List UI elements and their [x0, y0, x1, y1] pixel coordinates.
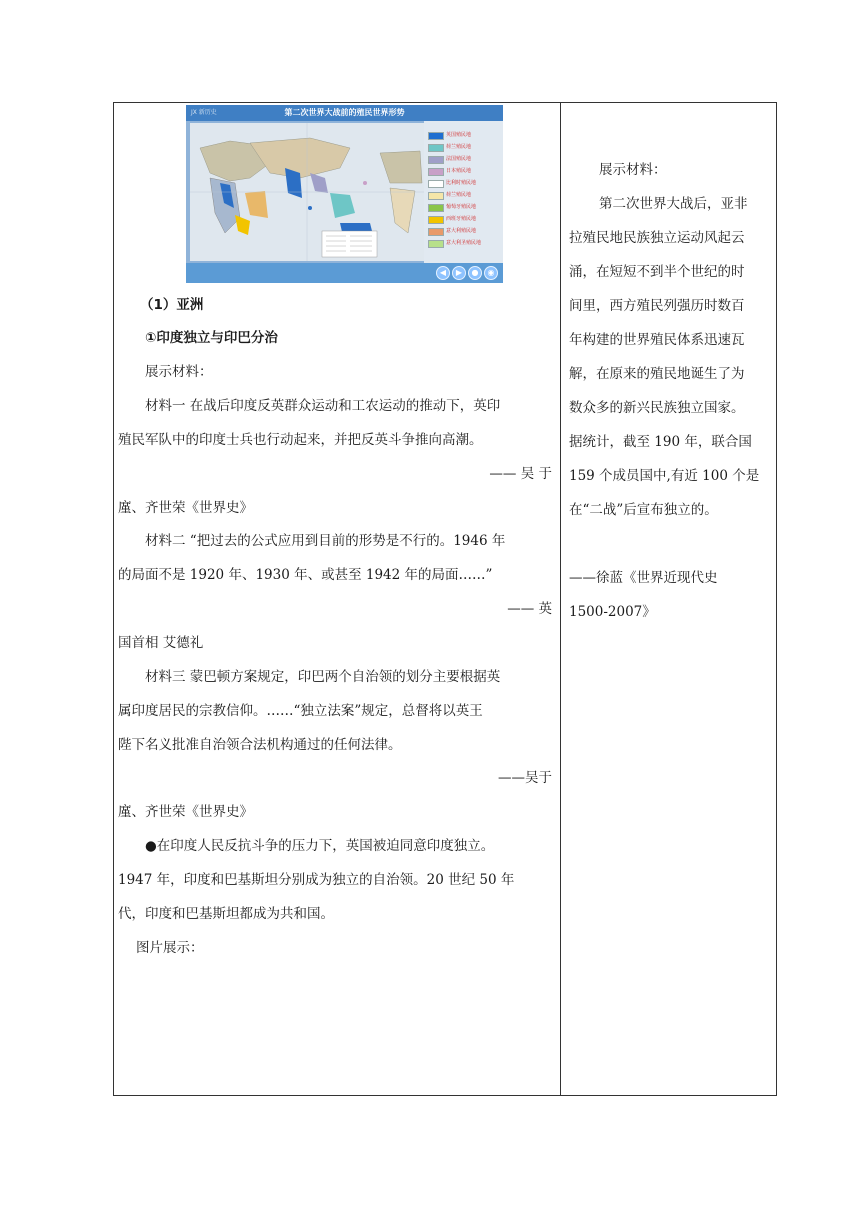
legend-item: [428, 167, 498, 175]
material-3-line-1: 材料三 蒙巴顿方案规定，印巴两个自治领的划分主要根据英: [145, 669, 501, 685]
right-line-2: 拉殖民地民族独立运动风起云: [569, 230, 745, 246]
legend-item: [428, 227, 498, 235]
material-1-line-2: 殖民军队中的印度士兵也行动起来，并把反英斗争推向高潮。: [118, 432, 483, 448]
legend-label: 日本殖民地: [446, 168, 472, 174]
legend-swatch: [428, 156, 444, 164]
right-line-9: 159 个成员国中,有近 100 个是: [569, 468, 760, 484]
legend-label: 英国殖民地: [446, 132, 472, 138]
right-line-10: 在“二战”后宣布独立的。: [569, 502, 718, 518]
legend-item: [428, 203, 498, 211]
map-header: [186, 105, 503, 121]
legend-item: [428, 143, 498, 151]
material-1-line-1: 材料一 在战后印度反英群众运动和工农运动的推动下，英印: [145, 398, 501, 414]
world-map: [190, 123, 424, 261]
colonial-world-map-image: [186, 105, 503, 283]
map-title: 第二次世界大战前的殖民世界形势: [284, 108, 405, 117]
legend-item: [428, 239, 498, 247]
material-2-line-1: 材料二 “把过去的公式应用到目前的形势是不行的。1946 年: [145, 533, 506, 549]
right-line-4: 间里，西方殖民列强历时数百: [569, 298, 745, 314]
right-column: [561, 103, 776, 1095]
heading-india-partition: ①印度独立与印巴分治: [145, 330, 278, 346]
pictures-label: 图片展示：: [136, 940, 204, 956]
material-3-source-2: 廑、齐世荣《世界史》: [118, 804, 253, 820]
left-column: [114, 103, 560, 1095]
next-icon: ▶: [452, 266, 466, 280]
legend-swatch: [428, 180, 444, 188]
legend-swatch: [428, 240, 444, 248]
legend-swatch: [428, 204, 444, 212]
legend-label: 西班牙殖民地: [446, 216, 477, 222]
material-1-source-2: 廑、齐世荣《世界史》: [118, 500, 253, 516]
legend-item: [428, 131, 498, 139]
legend-swatch: [428, 228, 444, 236]
exit-icon: ◉: [484, 266, 498, 280]
material-1-source-1: —— 吴 于: [489, 466, 552, 482]
world-map-drawing: [190, 123, 424, 261]
right-line-3: 涌，在短短不到半个世纪的时: [569, 264, 745, 280]
legend-label: 荷兰殖民地: [446, 144, 472, 150]
legend-label: 葡萄牙殖民地: [446, 204, 477, 210]
material-2-source-2: 国首相 艾德礼: [118, 635, 204, 651]
summary-line-2: 1947 年，印度和巴基斯坦分别成为独立的自治领。20 世纪 50 年: [118, 872, 515, 888]
map-legend: [424, 121, 503, 263]
legend-label: 荷兰殖民地: [446, 192, 472, 198]
show-material-label: 展示材料：: [145, 364, 213, 380]
heading-asia: （1）亚洲: [140, 297, 204, 313]
right-line-5: 年构建的世界殖民体系迅速瓦: [569, 332, 745, 348]
right-source-1: ——徐蓝《世界近现代史: [569, 570, 718, 586]
lesson-table: [113, 102, 777, 1096]
right-line-6: 解，在原来的殖民地诞生了为: [569, 366, 745, 382]
material-3-line-2: 属印度居民的宗教信仰。……“独立法案”规定，总督将以英王: [118, 703, 483, 719]
right-line-8: 据统计，截至 190 年，联合国: [569, 434, 752, 450]
map-logo: JX 新历史: [191, 109, 217, 116]
legend-label: 比利时殖民地: [446, 180, 477, 186]
material-3-line-3: 陛下名义批准自治领合法机构通过的任何法律。: [118, 737, 402, 753]
legend-item: [428, 215, 498, 223]
legend-label: 意大利圣殖民地: [446, 240, 482, 246]
legend-swatch: [428, 192, 444, 200]
legend-swatch: [428, 216, 444, 224]
legend-item: [428, 155, 498, 163]
right-source-2: 1500-2007》: [569, 604, 656, 620]
legend-item: [428, 191, 498, 199]
right-line-7: 数众多的新兴民族独立国家。: [569, 400, 745, 416]
right-line-1: 第二次世界大战后，亚非: [599, 196, 748, 212]
legend-swatch: [428, 168, 444, 176]
material-2-source-1: —— 英: [507, 601, 552, 617]
legend-label: 意大利殖民地: [446, 228, 477, 234]
home-icon: ●: [468, 266, 482, 280]
map-footer: [186, 263, 503, 283]
legend-swatch: [428, 132, 444, 140]
summary-line-3: 代，印度和巴基斯坦都成为共和国。: [118, 906, 334, 922]
material-2-line-2: 的局面不是 1920 年、1930 年、或甚至 1942 年的局面……”: [118, 567, 493, 583]
prev-icon: ◀: [436, 266, 450, 280]
summary-line-1: ●在印度人民反抗斗争的压力下，英国被迫同意印度独立。: [145, 838, 495, 854]
legend-item: [428, 179, 498, 187]
legend-swatch: [428, 144, 444, 152]
material-3-source-1: ——吴于: [498, 770, 552, 786]
legend-label: 法国殖民地: [446, 156, 472, 162]
right-show-material-label: 展示材料：: [599, 162, 667, 178]
